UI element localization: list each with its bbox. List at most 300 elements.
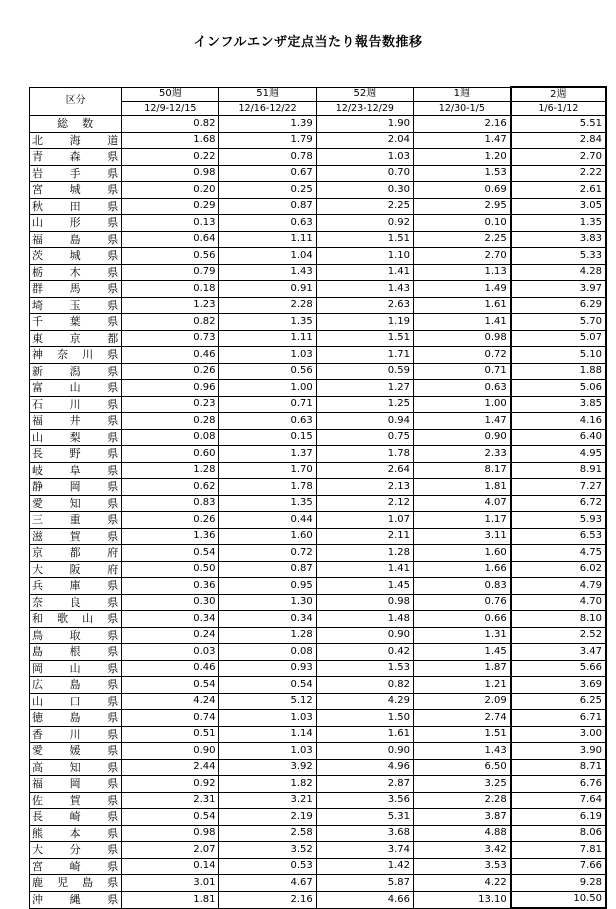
region-char: 梨: [69, 430, 81, 444]
region-char: 道: [107, 133, 119, 147]
region-char: 徳: [32, 711, 43, 725]
table-row: [30, 165, 607, 182]
table-row: [30, 891, 607, 908]
value-cell: 0.82: [122, 116, 219, 133]
table-row: [30, 281, 607, 298]
value-cell: 0.54: [219, 677, 316, 694]
value-cell: 0.90: [413, 429, 510, 446]
table-row: [30, 413, 607, 430]
table-row: [30, 363, 607, 380]
region-char: 賀: [69, 793, 81, 807]
region-cell: [30, 842, 122, 859]
value-cell: 0.70: [316, 165, 413, 182]
region-cell: [30, 479, 122, 496]
region-name: [32, 283, 118, 294]
value-cell: 0.92: [122, 776, 219, 793]
value-cell: 1.11: [219, 330, 316, 347]
value-cell: 1.28: [122, 462, 219, 479]
value-cell: 0.54: [122, 545, 219, 562]
value-cell: 4.29: [316, 693, 413, 710]
region-cell: [30, 792, 122, 809]
value-cell: 1.45: [413, 644, 510, 661]
region-char: 潟: [69, 364, 81, 378]
region-char: 県: [107, 430, 119, 444]
region-name: [32, 762, 118, 773]
value-cell: 0.54: [122, 677, 219, 694]
region-cell: [30, 644, 122, 661]
region-char: 長: [32, 447, 43, 461]
table-row: [30, 677, 607, 694]
value-cell: 0.90: [316, 627, 413, 644]
region-char: 歌: [57, 612, 69, 626]
region-char: 県: [107, 843, 119, 857]
value-cell: 7.66: [511, 858, 606, 875]
value-cell: 0.15: [219, 429, 316, 446]
region-char: 都: [107, 331, 119, 345]
region-char: 鳥: [32, 628, 43, 642]
value-cell: 0.76: [413, 594, 510, 611]
region-char: 口: [69, 694, 81, 708]
region-char: 本: [69, 826, 81, 840]
value-cell: 5.51: [511, 116, 606, 133]
value-cell: 0.03: [122, 644, 219, 661]
value-cell: 1.31: [413, 627, 510, 644]
region-cell: [30, 743, 122, 760]
region-char: 数: [82, 117, 94, 131]
value-cell: 0.94: [316, 413, 413, 430]
value-cell: 2.25: [316, 198, 413, 215]
date-range-header: 1/6-1/12: [511, 102, 606, 116]
value-cell: 1.47: [413, 413, 510, 430]
table-row: [30, 660, 607, 677]
region-char: 県: [107, 381, 119, 395]
region-char: 縄: [69, 893, 81, 906]
region-char: 長: [32, 810, 43, 824]
value-cell: 1.04: [219, 248, 316, 265]
region-cell: [30, 578, 122, 595]
region-char: 岩: [32, 166, 43, 180]
table-row: [30, 776, 607, 793]
influenza-report-table: [29, 86, 607, 909]
value-cell: 1.19: [316, 314, 413, 331]
table-row: [30, 528, 607, 545]
value-cell: 0.53: [219, 858, 316, 875]
region-char: 山: [69, 661, 81, 675]
value-cell: 0.36: [122, 578, 219, 595]
region-char: 沖: [32, 893, 43, 906]
value-cell: 0.24: [122, 627, 219, 644]
region-char: 良: [69, 595, 81, 609]
region-char: 葉: [69, 315, 81, 329]
value-cell: 4.16: [511, 413, 606, 430]
region-cell: [30, 281, 122, 298]
region-char: 宮: [32, 183, 43, 197]
region-char: 取: [69, 628, 81, 642]
region-name: [32, 547, 118, 558]
region-char: 県: [107, 249, 119, 263]
table-row: [30, 330, 607, 347]
region-char: 県: [107, 216, 119, 230]
value-cell: 2.04: [316, 132, 413, 149]
value-cell: 1.41: [316, 264, 413, 281]
region-name: [32, 630, 118, 641]
value-cell: 1.25: [316, 396, 413, 413]
region-char: 奈: [32, 595, 43, 609]
value-cell: 1.78: [219, 479, 316, 496]
header-row-weeks: [30, 87, 607, 102]
region-char: 知: [69, 760, 81, 774]
value-cell: 0.44: [219, 512, 316, 529]
table-row: [30, 594, 607, 611]
region-char: 島: [32, 645, 43, 659]
value-cell: 1.88: [511, 363, 606, 380]
region-char: 神: [32, 348, 43, 362]
region-cell: [30, 132, 122, 149]
region-name: [32, 828, 118, 839]
value-cell: 3.52: [219, 842, 316, 859]
region-char: 島: [69, 711, 81, 725]
value-cell: 0.87: [219, 561, 316, 578]
value-cell: 1.37: [219, 446, 316, 463]
region-cell: [30, 825, 122, 842]
value-cell: 1.68: [122, 132, 219, 149]
value-cell: 0.28: [122, 413, 219, 430]
table-row: [30, 149, 607, 166]
value-cell: 0.98: [413, 330, 510, 347]
region-char: 川: [82, 348, 94, 362]
value-cell: 1.28: [219, 627, 316, 644]
week-header: 2週: [511, 87, 606, 102]
region-char: 岡: [69, 480, 81, 494]
value-cell: 6.50: [413, 759, 510, 776]
value-cell: 2.22: [511, 165, 606, 182]
value-cell: 0.14: [122, 858, 219, 875]
region-cell: [30, 512, 122, 529]
value-cell: 5.87: [316, 875, 413, 892]
table-row: [30, 198, 607, 215]
region-char: 県: [107, 859, 119, 873]
value-cell: 0.72: [413, 347, 510, 364]
value-cell: 5.06: [511, 380, 606, 397]
value-cell: 1.39: [219, 116, 316, 133]
region-char: 県: [107, 826, 119, 840]
table-row: [30, 495, 607, 512]
value-cell: 6.25: [511, 693, 606, 710]
region-char: 福: [32, 777, 43, 791]
value-cell: 6.76: [511, 776, 606, 793]
region-char: 栃: [32, 265, 43, 279]
value-cell: 1.07: [316, 512, 413, 529]
region-char: 馬: [69, 282, 81, 296]
value-cell: 2.70: [511, 149, 606, 166]
value-cell: 0.98: [122, 165, 219, 182]
region-char: 三: [32, 513, 43, 527]
region-char: 都: [69, 546, 81, 560]
region-char: 島: [82, 876, 94, 890]
region-name: [32, 795, 118, 806]
region-char: 田: [69, 199, 81, 213]
region-char: 石: [32, 397, 43, 411]
value-cell: 4.66: [316, 891, 413, 908]
region-name: [32, 465, 118, 476]
value-cell: 0.73: [122, 330, 219, 347]
table-row: [30, 297, 607, 314]
value-cell: 4.24: [122, 693, 219, 710]
value-cell: 8.71: [511, 759, 606, 776]
value-cell: 5.07: [511, 330, 606, 347]
region-cell: [30, 677, 122, 694]
region-name: [32, 613, 118, 624]
table-row: [30, 182, 607, 199]
table-row: [30, 462, 607, 479]
value-cell: 1.43: [316, 281, 413, 298]
region-char: 県: [107, 628, 119, 642]
value-cell: 1.23: [122, 297, 219, 314]
value-cell: 0.98: [122, 825, 219, 842]
week-header: 52週: [316, 87, 413, 102]
value-cell: 4.95: [511, 446, 606, 463]
region-cell: [30, 660, 122, 677]
region-char: 児: [57, 876, 69, 890]
table-row: [30, 858, 607, 875]
table-row: [30, 842, 607, 859]
value-cell: 4.28: [511, 264, 606, 281]
value-cell: 1.27: [316, 380, 413, 397]
value-cell: 0.66: [413, 611, 510, 628]
table-row: [30, 561, 607, 578]
value-cell: 2.74: [413, 710, 510, 727]
region-char: 宮: [32, 859, 43, 873]
value-cell: 0.08: [219, 644, 316, 661]
region-char: 福: [32, 414, 43, 428]
value-cell: 0.63: [219, 215, 316, 232]
value-cell: 0.23: [122, 396, 219, 413]
value-cell: 3.56: [316, 792, 413, 809]
value-cell: 0.60: [122, 446, 219, 463]
value-cell: 1.35: [219, 314, 316, 331]
value-cell: 2.12: [316, 495, 413, 512]
value-cell: 1.60: [413, 545, 510, 562]
value-cell: 5.33: [511, 248, 606, 265]
region-char: 県: [107, 496, 119, 510]
value-cell: 5.12: [219, 693, 316, 710]
region-cell: [30, 215, 122, 232]
value-cell: 0.20: [122, 182, 219, 199]
region-cell: [30, 182, 122, 199]
region-char: 県: [107, 777, 119, 791]
value-cell: 10.50: [511, 891, 606, 908]
region-cell: [30, 363, 122, 380]
value-cell: 1.53: [413, 165, 510, 182]
region-char: 県: [107, 744, 119, 758]
value-cell: 1.81: [413, 479, 510, 496]
value-cell: 1.53: [316, 660, 413, 677]
region-name: [32, 250, 118, 261]
region-char: 県: [107, 315, 119, 329]
value-cell: 4.96: [316, 759, 413, 776]
table-body: [30, 116, 607, 909]
value-cell: 1.90: [316, 116, 413, 133]
region-name: [32, 118, 118, 129]
value-cell: 1.60: [219, 528, 316, 545]
value-cell: 0.64: [122, 231, 219, 248]
region-name: [32, 531, 118, 542]
region-cell: [30, 693, 122, 710]
value-cell: 1.28: [316, 545, 413, 562]
table-row: [30, 792, 607, 809]
region-char: 山: [32, 216, 43, 230]
region-name: [32, 415, 118, 426]
value-cell: 0.83: [122, 495, 219, 512]
value-cell: 1.03: [219, 743, 316, 760]
region-char: 根: [69, 645, 81, 659]
region-char: 県: [107, 447, 119, 461]
region-char: 県: [107, 529, 119, 543]
region-name: [32, 646, 118, 657]
region-cell: [30, 528, 122, 545]
week-header: 51週: [219, 87, 316, 102]
value-cell: 9.28: [511, 875, 606, 892]
value-cell: 4.88: [413, 825, 510, 842]
region-char: 秋: [32, 199, 43, 213]
region-name: [32, 597, 118, 608]
region-char: 形: [69, 216, 81, 230]
value-cell: 0.82: [316, 677, 413, 694]
table-row: [30, 116, 607, 133]
table-row: [30, 479, 607, 496]
value-cell: 3.97: [511, 281, 606, 298]
region-name: [32, 267, 118, 278]
region-cell: [30, 264, 122, 281]
region-name: [32, 712, 118, 723]
region-char: 山: [69, 381, 81, 395]
value-cell: 0.46: [122, 660, 219, 677]
region-cell: [30, 545, 122, 562]
value-cell: 0.91: [219, 281, 316, 298]
value-cell: 1.35: [219, 495, 316, 512]
value-cell: 0.34: [122, 611, 219, 628]
value-cell: 4.67: [219, 875, 316, 892]
region-char: 山: [82, 612, 94, 626]
value-cell: 1.36: [122, 528, 219, 545]
table-row: [30, 132, 607, 149]
value-cell: 3.87: [413, 809, 510, 826]
region-char: 埼: [32, 298, 43, 312]
region-char: 広: [32, 678, 43, 692]
region-name: [32, 448, 118, 459]
value-cell: 3.74: [316, 842, 413, 859]
region-char: 県: [107, 595, 119, 609]
region-char: 県: [107, 414, 119, 428]
value-cell: 0.79: [122, 264, 219, 281]
value-cell: 0.71: [219, 396, 316, 413]
region-char: 大: [32, 843, 43, 857]
region-char: 山: [32, 430, 43, 444]
value-cell: 2.13: [316, 479, 413, 496]
value-cell: 1.13: [413, 264, 510, 281]
region-name: [32, 894, 118, 905]
value-cell: 2.28: [219, 297, 316, 314]
value-cell: 0.51: [122, 726, 219, 743]
region-char: 県: [107, 711, 119, 725]
value-cell: 1.48: [316, 611, 413, 628]
value-cell: 0.96: [122, 380, 219, 397]
region-column-header: 区分: [30, 87, 122, 116]
region-char: 島: [69, 678, 81, 692]
value-cell: 1.00: [219, 380, 316, 397]
region-char: 崎: [69, 859, 81, 873]
region-char: 手: [69, 166, 81, 180]
region-cell: [30, 726, 122, 743]
region-char: 県: [107, 661, 119, 675]
region-char: 愛: [32, 496, 43, 510]
value-cell: 2.16: [413, 116, 510, 133]
region-char: 県: [107, 199, 119, 213]
value-cell: 1.45: [316, 578, 413, 595]
table-row: [30, 512, 607, 529]
value-cell: 1.49: [413, 281, 510, 298]
value-cell: 5.10: [511, 347, 606, 364]
table-row: [30, 347, 607, 364]
region-char: 県: [107, 579, 119, 593]
region-char: 兵: [32, 579, 43, 593]
table-row: [30, 627, 607, 644]
value-cell: 0.74: [122, 710, 219, 727]
table-row: [30, 611, 607, 628]
region-char: 県: [107, 480, 119, 494]
table-row: [30, 215, 607, 232]
value-cell: 0.54: [122, 809, 219, 826]
value-cell: 0.56: [219, 363, 316, 380]
value-cell: 6.29: [511, 297, 606, 314]
region-char: 高: [32, 760, 43, 774]
region-name: [32, 135, 118, 146]
value-cell: 1.79: [219, 132, 316, 149]
region-name: [32, 811, 118, 822]
value-cell: 5.70: [511, 314, 606, 331]
value-cell: 2.70: [413, 248, 510, 265]
table-row: [30, 248, 607, 265]
value-cell: 1.17: [413, 512, 510, 529]
value-cell: 0.13: [122, 215, 219, 232]
region-char: 県: [107, 513, 119, 527]
region-char: 県: [107, 183, 119, 197]
value-cell: 7.64: [511, 792, 606, 809]
value-cell: 1.71: [316, 347, 413, 364]
value-cell: 2.58: [219, 825, 316, 842]
value-cell: 1.21: [413, 677, 510, 694]
value-cell: 1.03: [219, 710, 316, 727]
value-cell: 0.67: [219, 165, 316, 182]
region-char: 熊: [32, 826, 43, 840]
value-cell: 0.22: [122, 149, 219, 166]
value-cell: 3.85: [511, 396, 606, 413]
value-cell: 0.34: [219, 611, 316, 628]
value-cell: 0.62: [122, 479, 219, 496]
value-cell: 3.90: [511, 743, 606, 760]
region-char: 静: [32, 480, 43, 494]
table-row: [30, 726, 607, 743]
region-cell: [30, 231, 122, 248]
value-cell: 5.66: [511, 660, 606, 677]
region-cell: [30, 594, 122, 611]
value-cell: 4.79: [511, 578, 606, 595]
region-cell: [30, 809, 122, 826]
value-cell: 1.47: [413, 132, 510, 149]
region-char: 県: [107, 645, 119, 659]
value-cell: 0.63: [413, 380, 510, 397]
region-name: [32, 201, 118, 212]
